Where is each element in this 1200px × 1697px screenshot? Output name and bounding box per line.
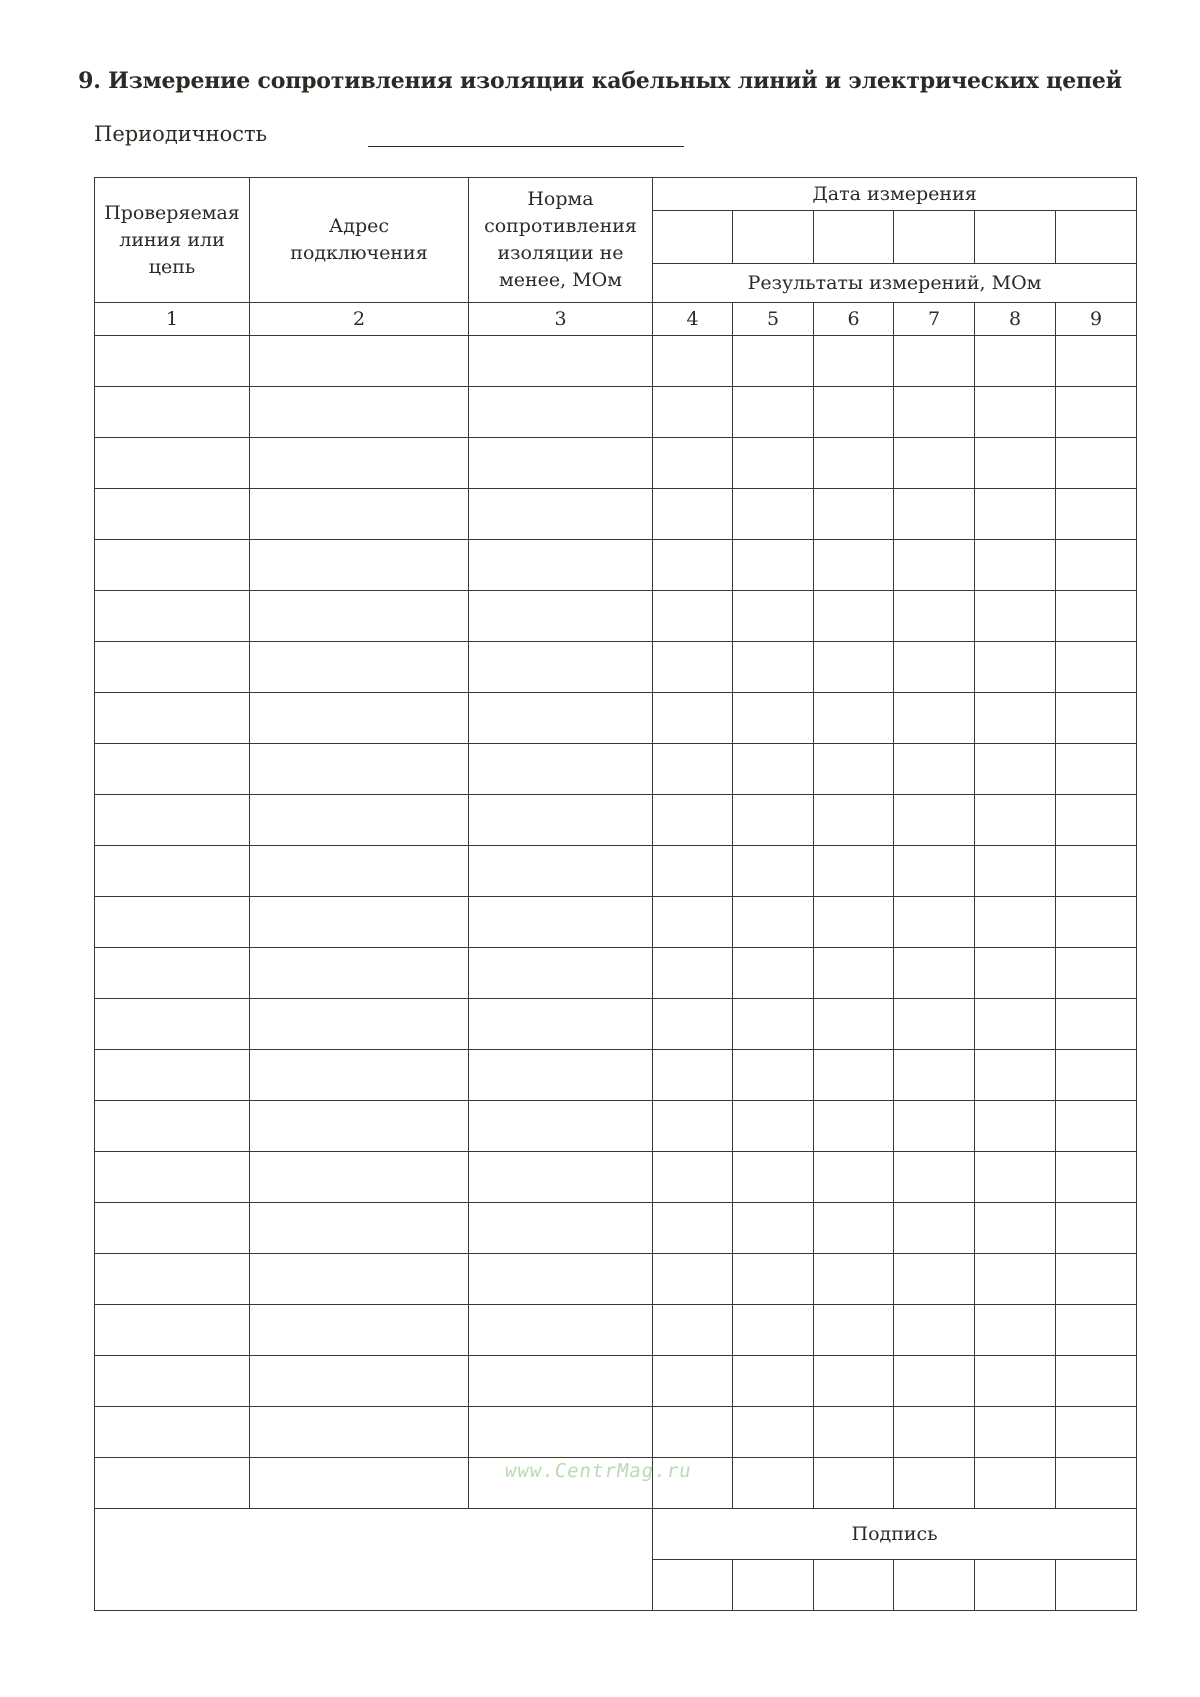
table-cell[interactable] bbox=[95, 1152, 250, 1203]
table-cell[interactable] bbox=[894, 489, 975, 540]
table-cell[interactable] bbox=[469, 744, 653, 795]
watermark: www.CentrMag.ru bbox=[503, 1460, 694, 1482]
table-cell[interactable] bbox=[1056, 999, 1137, 1050]
table-cell[interactable] bbox=[95, 999, 250, 1050]
table-cell[interactable] bbox=[95, 846, 250, 897]
table-cell[interactable] bbox=[1056, 642, 1137, 693]
table-row bbox=[95, 387, 1137, 438]
table-cell[interactable] bbox=[814, 1407, 894, 1458]
table-row bbox=[95, 642, 1137, 693]
table-cell[interactable] bbox=[95, 693, 250, 744]
measurement-table bbox=[94, 177, 1137, 1611]
table-cell[interactable] bbox=[250, 489, 469, 540]
table-cell[interactable] bbox=[250, 744, 469, 795]
table-cell[interactable] bbox=[814, 693, 894, 744]
table-cell[interactable] bbox=[469, 540, 653, 591]
table-cell[interactable] bbox=[250, 948, 469, 999]
table-cell[interactable] bbox=[250, 1305, 469, 1356]
table-row bbox=[95, 591, 1137, 642]
table-cell[interactable] bbox=[814, 642, 894, 693]
table-cell[interactable] bbox=[1056, 591, 1137, 642]
table-cell[interactable] bbox=[814, 591, 894, 642]
table-cell[interactable] bbox=[1056, 1407, 1137, 1458]
table-cell[interactable] bbox=[469, 336, 653, 387]
table-cell[interactable] bbox=[653, 1050, 733, 1101]
table-cell[interactable] bbox=[814, 1101, 894, 1152]
table-cell[interactable] bbox=[733, 1050, 814, 1101]
table-cell[interactable] bbox=[1056, 1305, 1137, 1356]
table-cell[interactable] bbox=[1056, 1203, 1137, 1254]
table-row bbox=[95, 897, 1137, 948]
table-cell[interactable] bbox=[469, 489, 653, 540]
table-cell[interactable] bbox=[95, 948, 250, 999]
table-row bbox=[95, 1305, 1137, 1356]
table-cell[interactable] bbox=[653, 1254, 733, 1305]
date-cell[interactable] bbox=[1056, 211, 1137, 264]
table-cell[interactable] bbox=[894, 1203, 975, 1254]
table-cell[interactable] bbox=[653, 948, 733, 999]
table-cell[interactable] bbox=[975, 540, 1056, 591]
col2-header: Адрес подключения bbox=[250, 178, 469, 303]
table-cell[interactable] bbox=[894, 642, 975, 693]
table-cell[interactable] bbox=[95, 897, 250, 948]
table-cell[interactable] bbox=[1056, 438, 1137, 489]
table-cell[interactable] bbox=[894, 1152, 975, 1203]
table-cell[interactable] bbox=[653, 846, 733, 897]
table-cell[interactable] bbox=[894, 591, 975, 642]
table-cell[interactable] bbox=[975, 1407, 1056, 1458]
table-cell[interactable] bbox=[653, 387, 733, 438]
table-cell[interactable] bbox=[469, 693, 653, 744]
table-row bbox=[95, 438, 1137, 489]
table-cell[interactable] bbox=[814, 540, 894, 591]
page-title: 9. Измерение сопротивления изоляции кабельных линий и электрических цепей bbox=[78, 68, 1122, 94]
table-cell[interactable] bbox=[95, 1458, 250, 1509]
table-cell[interactable] bbox=[469, 387, 653, 438]
table-cell[interactable] bbox=[250, 642, 469, 693]
footer-blank-cell bbox=[95, 1509, 653, 1611]
table-row bbox=[95, 744, 1137, 795]
table-cell[interactable] bbox=[1056, 948, 1137, 999]
table-cell[interactable] bbox=[250, 438, 469, 489]
table-cell[interactable] bbox=[975, 744, 1056, 795]
table-cell[interactable] bbox=[975, 591, 1056, 642]
table-cell[interactable] bbox=[95, 540, 250, 591]
table-cell[interactable] bbox=[469, 1050, 653, 1101]
column-number: 7 bbox=[894, 303, 975, 336]
table-cell[interactable] bbox=[95, 795, 250, 846]
table-cell[interactable] bbox=[95, 1305, 250, 1356]
table-cell[interactable] bbox=[469, 642, 653, 693]
table-cell[interactable] bbox=[250, 1458, 469, 1509]
table-cell[interactable] bbox=[894, 948, 975, 999]
table-cell[interactable] bbox=[250, 1050, 469, 1101]
table-cell[interactable] bbox=[95, 387, 250, 438]
table-cell[interactable] bbox=[814, 897, 894, 948]
table-cell[interactable] bbox=[95, 1101, 250, 1152]
table-cell[interactable] bbox=[894, 1458, 975, 1509]
table-cell[interactable] bbox=[653, 999, 733, 1050]
table-cell[interactable] bbox=[653, 642, 733, 693]
table-cell[interactable] bbox=[814, 1356, 894, 1407]
table-cell[interactable] bbox=[894, 1254, 975, 1305]
table-cell[interactable] bbox=[894, 999, 975, 1050]
table-cell[interactable] bbox=[814, 489, 894, 540]
table-row bbox=[95, 1254, 1137, 1305]
results-header: Результаты измерений, МОм bbox=[653, 264, 1137, 303]
table-cell[interactable] bbox=[975, 1203, 1056, 1254]
table-cell[interactable] bbox=[814, 336, 894, 387]
table-cell[interactable] bbox=[469, 1101, 653, 1152]
table-cell[interactable] bbox=[975, 999, 1056, 1050]
table-cell[interactable] bbox=[95, 438, 250, 489]
table-cell[interactable] bbox=[95, 1203, 250, 1254]
table-cell[interactable] bbox=[975, 1305, 1056, 1356]
table-cell[interactable] bbox=[653, 540, 733, 591]
table-row bbox=[95, 1101, 1137, 1152]
table-cell[interactable] bbox=[733, 438, 814, 489]
table-cell[interactable] bbox=[469, 897, 653, 948]
table-cell[interactable] bbox=[733, 1305, 814, 1356]
table-cell[interactable] bbox=[975, 1152, 1056, 1203]
table-cell[interactable] bbox=[733, 948, 814, 999]
table-cell[interactable] bbox=[250, 693, 469, 744]
table-cell[interactable] bbox=[733, 591, 814, 642]
table-cell[interactable] bbox=[95, 744, 250, 795]
column-number: 4 bbox=[653, 303, 733, 336]
table-row bbox=[95, 846, 1137, 897]
column-numbers-row bbox=[95, 303, 1137, 336]
table-cell[interactable] bbox=[894, 438, 975, 489]
table-cell[interactable] bbox=[975, 897, 1056, 948]
table-cell[interactable] bbox=[95, 1050, 250, 1101]
table-cell[interactable] bbox=[894, 336, 975, 387]
table-cell[interactable] bbox=[894, 1356, 975, 1407]
table-row bbox=[95, 1152, 1137, 1203]
table-cell[interactable] bbox=[250, 1203, 469, 1254]
table-cell[interactable] bbox=[894, 897, 975, 948]
table-cell[interactable] bbox=[894, 795, 975, 846]
table-cell[interactable] bbox=[95, 1407, 250, 1458]
table-cell[interactable] bbox=[250, 336, 469, 387]
table-cell[interactable] bbox=[250, 1101, 469, 1152]
table-row bbox=[95, 1407, 1137, 1458]
table-cell[interactable] bbox=[894, 1101, 975, 1152]
table-cell[interactable] bbox=[469, 1203, 653, 1254]
table-row bbox=[95, 1203, 1137, 1254]
table-cell[interactable] bbox=[469, 1152, 653, 1203]
table-cell[interactable] bbox=[814, 999, 894, 1050]
table-cell[interactable] bbox=[95, 1356, 250, 1407]
table-cell[interactable] bbox=[653, 1407, 733, 1458]
table-row bbox=[95, 999, 1137, 1050]
col3-header: Норма сопротивления изоляции не менее, МОм bbox=[469, 178, 653, 303]
date-cell[interactable] bbox=[733, 211, 814, 264]
table-cell[interactable] bbox=[1056, 1101, 1137, 1152]
column-number: 9 bbox=[1056, 303, 1137, 336]
date-cell[interactable] bbox=[975, 211, 1056, 264]
table-cell[interactable] bbox=[894, 846, 975, 897]
table-row bbox=[95, 540, 1137, 591]
table-cell[interactable] bbox=[975, 795, 1056, 846]
table-row bbox=[95, 795, 1137, 846]
table-cell[interactable] bbox=[653, 1203, 733, 1254]
table-cell[interactable] bbox=[894, 744, 975, 795]
table-cell[interactable] bbox=[814, 744, 894, 795]
table-row bbox=[95, 948, 1137, 999]
table-cell[interactable] bbox=[814, 1050, 894, 1101]
signature-label: Подпись bbox=[653, 1509, 1137, 1560]
table-cell[interactable] bbox=[469, 1254, 653, 1305]
table-cell[interactable] bbox=[95, 1254, 250, 1305]
table-cell[interactable] bbox=[733, 1101, 814, 1152]
table-cell[interactable] bbox=[469, 1407, 653, 1458]
table-cell[interactable] bbox=[469, 999, 653, 1050]
table-cell[interactable] bbox=[469, 1356, 653, 1407]
table-cell[interactable] bbox=[814, 438, 894, 489]
table-cell[interactable] bbox=[1056, 336, 1137, 387]
table-cell[interactable] bbox=[653, 897, 733, 948]
table-cell[interactable] bbox=[814, 1203, 894, 1254]
column-number: 5 bbox=[733, 303, 814, 336]
table-cell[interactable] bbox=[469, 1305, 653, 1356]
table-cell[interactable] bbox=[250, 540, 469, 591]
table-cell[interactable] bbox=[469, 438, 653, 489]
table-cell[interactable] bbox=[975, 1458, 1056, 1509]
table-cell[interactable] bbox=[1056, 693, 1137, 744]
table-cell[interactable] bbox=[95, 336, 250, 387]
table-cell[interactable] bbox=[95, 489, 250, 540]
table-cell[interactable] bbox=[653, 336, 733, 387]
table-cell[interactable] bbox=[250, 999, 469, 1050]
table-cell[interactable] bbox=[469, 948, 653, 999]
table-cell[interactable] bbox=[975, 846, 1056, 897]
table-cell[interactable] bbox=[469, 795, 653, 846]
table-row bbox=[95, 1356, 1137, 1407]
table-cell[interactable] bbox=[733, 1458, 814, 1509]
periodicity-field[interactable] bbox=[368, 146, 684, 147]
signature-cell[interactable] bbox=[814, 1560, 894, 1611]
date-cell[interactable] bbox=[653, 211, 733, 264]
table-cell[interactable] bbox=[733, 897, 814, 948]
date-header: Дата измерения bbox=[653, 178, 1137, 211]
table-cell[interactable] bbox=[250, 897, 469, 948]
table-cell[interactable] bbox=[653, 795, 733, 846]
table-cell[interactable] bbox=[733, 999, 814, 1050]
table-cell[interactable] bbox=[814, 1152, 894, 1203]
table-cell[interactable] bbox=[1056, 489, 1137, 540]
column-number: 1 bbox=[95, 303, 250, 336]
table-cell[interactable] bbox=[733, 693, 814, 744]
table-cell[interactable] bbox=[814, 1254, 894, 1305]
date-cell[interactable] bbox=[814, 211, 894, 264]
table-cell[interactable] bbox=[894, 387, 975, 438]
date-cell[interactable] bbox=[894, 211, 975, 264]
table-cell[interactable] bbox=[975, 1050, 1056, 1101]
signature-cell[interactable] bbox=[733, 1560, 814, 1611]
column-number: 2 bbox=[250, 303, 469, 336]
table-cell[interactable] bbox=[975, 948, 1056, 999]
table-cell[interactable] bbox=[733, 489, 814, 540]
table-cell[interactable] bbox=[975, 336, 1056, 387]
table-cell[interactable] bbox=[250, 1356, 469, 1407]
table-cell[interactable] bbox=[653, 1152, 733, 1203]
signature-cell[interactable] bbox=[975, 1560, 1056, 1611]
table-cell[interactable] bbox=[975, 489, 1056, 540]
column-number: 6 bbox=[814, 303, 894, 336]
table-cell[interactable] bbox=[733, 387, 814, 438]
signature-cell[interactable] bbox=[653, 1560, 733, 1611]
table-cell[interactable] bbox=[814, 387, 894, 438]
table-cell[interactable] bbox=[814, 948, 894, 999]
table-cell[interactable] bbox=[975, 1356, 1056, 1407]
table-cell[interactable] bbox=[1056, 846, 1137, 897]
table-cell[interactable] bbox=[469, 846, 653, 897]
table-cell[interactable] bbox=[1056, 1254, 1137, 1305]
table-cell[interactable] bbox=[894, 540, 975, 591]
table-cell[interactable] bbox=[653, 489, 733, 540]
table-cell[interactable] bbox=[1056, 1458, 1137, 1509]
table-cell[interactable] bbox=[814, 1305, 894, 1356]
table-cell[interactable] bbox=[653, 438, 733, 489]
table-cell[interactable] bbox=[1056, 1356, 1137, 1407]
signature-cell[interactable] bbox=[894, 1560, 975, 1611]
table-cell[interactable] bbox=[95, 591, 250, 642]
table-cell[interactable] bbox=[733, 1254, 814, 1305]
table-cell[interactable] bbox=[733, 642, 814, 693]
table-cell[interactable] bbox=[975, 693, 1056, 744]
table-cell[interactable] bbox=[975, 642, 1056, 693]
table-cell[interactable] bbox=[1056, 1152, 1137, 1203]
table-row bbox=[95, 489, 1137, 540]
col1-header: Проверяемая линия или цепь bbox=[95, 178, 250, 303]
table-cell[interactable] bbox=[894, 1305, 975, 1356]
table-cell[interactable] bbox=[733, 846, 814, 897]
table-cell[interactable] bbox=[975, 387, 1056, 438]
table-cell[interactable] bbox=[1056, 795, 1137, 846]
table-cell[interactable] bbox=[733, 1356, 814, 1407]
table-cell[interactable] bbox=[733, 744, 814, 795]
table-cell[interactable] bbox=[894, 693, 975, 744]
table-cell[interactable] bbox=[250, 795, 469, 846]
table-cell[interactable] bbox=[814, 1458, 894, 1509]
table-cell[interactable] bbox=[1056, 744, 1137, 795]
table-cell[interactable] bbox=[733, 1203, 814, 1254]
table-cell[interactable] bbox=[733, 1152, 814, 1203]
table-cell[interactable] bbox=[653, 693, 733, 744]
table-cell[interactable] bbox=[653, 744, 733, 795]
table-cell[interactable] bbox=[975, 438, 1056, 489]
table-row bbox=[95, 336, 1137, 387]
table-cell[interactable] bbox=[733, 540, 814, 591]
column-number: 3 bbox=[469, 303, 653, 336]
table-cell[interactable] bbox=[469, 591, 653, 642]
table-cell[interactable] bbox=[653, 1305, 733, 1356]
table-cell[interactable] bbox=[1056, 540, 1137, 591]
table-cell[interactable] bbox=[653, 591, 733, 642]
table-cell[interactable] bbox=[653, 1356, 733, 1407]
table-cell[interactable] bbox=[975, 1101, 1056, 1152]
table-cell[interactable] bbox=[1056, 897, 1137, 948]
table-cell[interactable] bbox=[250, 1152, 469, 1203]
table-cell[interactable] bbox=[733, 1407, 814, 1458]
table-cell[interactable] bbox=[250, 846, 469, 897]
table-cell[interactable] bbox=[814, 846, 894, 897]
table-cell[interactable] bbox=[1056, 387, 1137, 438]
table-cell[interactable] bbox=[95, 642, 250, 693]
table-cell[interactable] bbox=[653, 1101, 733, 1152]
table-cell[interactable] bbox=[814, 795, 894, 846]
periodicity-label: Периодичность bbox=[94, 122, 268, 146]
table-row bbox=[95, 1050, 1137, 1101]
signature-cell[interactable] bbox=[1056, 1560, 1137, 1611]
table-cell[interactable] bbox=[250, 591, 469, 642]
table-cell[interactable] bbox=[250, 1254, 469, 1305]
table-cell[interactable] bbox=[733, 336, 814, 387]
column-number: 8 bbox=[975, 303, 1056, 336]
table-row bbox=[95, 693, 1137, 744]
table-cell[interactable] bbox=[894, 1050, 975, 1101]
table-cell[interactable] bbox=[250, 387, 469, 438]
table-cell[interactable] bbox=[733, 795, 814, 846]
table-cell[interactable] bbox=[1056, 1050, 1137, 1101]
table-cell[interactable] bbox=[975, 1254, 1056, 1305]
table-cell[interactable] bbox=[250, 1407, 469, 1458]
table-cell[interactable] bbox=[894, 1407, 975, 1458]
